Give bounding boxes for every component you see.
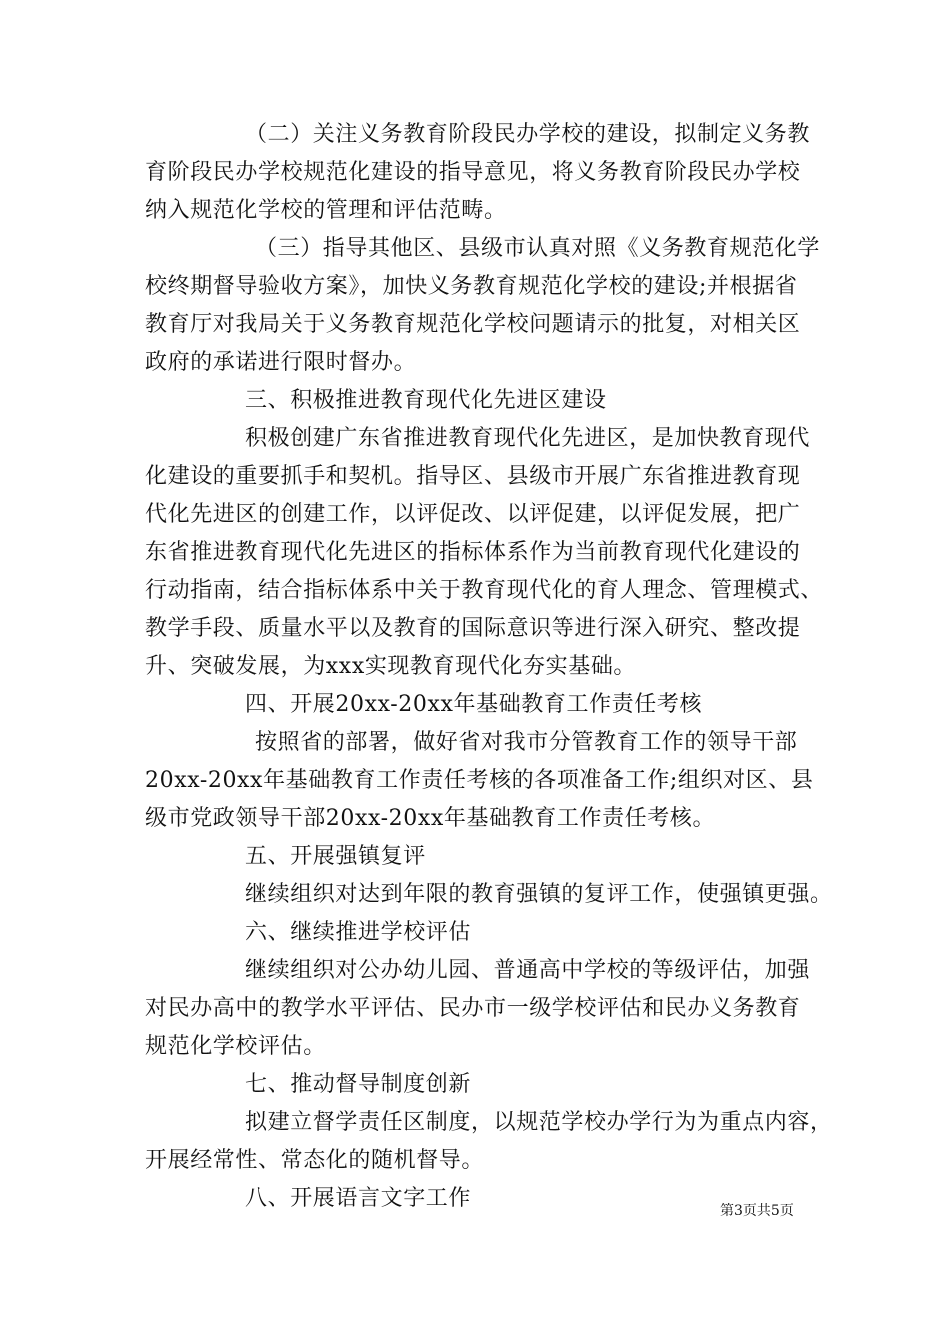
section-4-body-line-2: 20xx-20xx年基础教育工作责任考核的各项准备工作;组织对区、县 (145, 768, 814, 793)
section-7-body-line-2: 开展经常性、常态化的随机督导。 (145, 1148, 485, 1173)
section-6-body-line-3: 规范化学校评估。 (145, 1034, 326, 1059)
section-heading-7: 七、推动督导制度创新 (245, 1072, 472, 1097)
section-3-body-line-2: 化建设的重要抓手和契机。指导区、县级市开展广东省推进教育现 (145, 464, 801, 489)
section-7-body-line-1: 拟建立督学责任区制度，以规范学校办学行为为重点内容， (245, 1110, 833, 1135)
section-heading-4: 四、开展20xx-20xx年基础教育工作责任考核 (245, 692, 703, 717)
paragraph-3-line-4: 政府的承诺进行限时督办。 (145, 350, 417, 375)
section-3-body-line-6: 教学手段、质量水平以及教育的国际意识等进行深入研究、整改提 (145, 616, 801, 641)
section-3-body-line-1: 积极创建广东省推进教育现代化先进区，是加快教育现代 (245, 426, 811, 451)
paragraph-3-line-1: （三）指导其他区、县级市认真对照《义务教育规范化学 (255, 236, 821, 261)
section-heading-5: 五、开展强镇复评 (245, 844, 426, 869)
paragraph-2-line-3: 纳入规范化学校的管理和评估范畴。 (145, 198, 507, 223)
section-heading-6: 六、继续推进学校评估 (245, 920, 472, 945)
section-3-body-line-5: 行动指南，结合指标体系中关于教育现代化的育人理念、管理模式、 (145, 578, 824, 603)
section-heading-8: 八、开展语言文字工作 (245, 1186, 472, 1211)
section-heading-3: 三、积极推进教育现代化先进区建设 (245, 388, 607, 413)
page-number-footer: 第3页共5页 (720, 1203, 794, 1219)
section-5-body-line-1: 继续组织对达到年限的教育强镇的复评工作，使强镇更强。 (245, 882, 833, 907)
paragraph-2-line-2: 育阶段民办学校规范化建设的指导意见，将义务教育阶段民办学校 (145, 160, 801, 185)
section-6-body-line-2: 对民办高中的教学水平评估、民办市一级学校评估和民办义务教育 (145, 996, 801, 1021)
section-3-body-line-7: 升、突破发展，为xxx实现教育现代化夯实基础。 (145, 654, 637, 679)
section-3-body-line-3: 代化先进区的创建工作，以评促改、以评促建，以评促发展，把广 (145, 502, 801, 527)
section-3-body-line-4: 东省推进教育现代化先进区的指标体系作为当前教育现代化建设的 (145, 540, 801, 565)
paragraph-3-line-3: 教育厅对我局关于义务教育规范化学校问题请示的批复，对相关区 (145, 312, 801, 337)
section-4-body-line-3: 级市党政领导干部20xx-20xx年基础教育工作责任考核。 (145, 806, 716, 831)
section-6-body-line-1: 继续组织对公办幼儿园、普通高中学校的等级评估，加强 (245, 958, 811, 983)
paragraph-2-line-1: （二）关注义务教育阶段民办学校的建设，拟制定义务教 (245, 122, 811, 147)
section-4-body-line-1: 按照省的部署，做好省对我市分管教育工作的领导干部 (255, 730, 798, 755)
paragraph-3-line-2: 校终期督导验收方案》，加快义务教育规范化学校的建设;并根据省 (145, 274, 798, 299)
